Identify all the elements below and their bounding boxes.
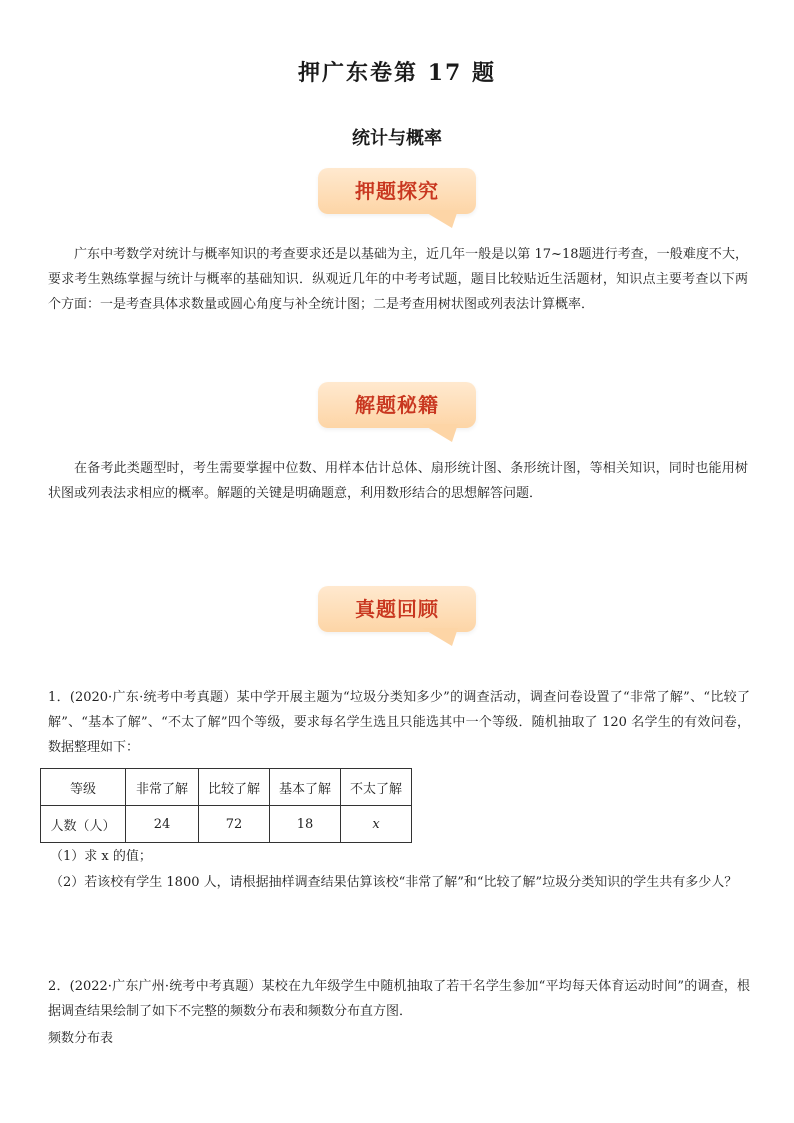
table-cell: 18 xyxy=(270,806,341,843)
speech-tail-icon xyxy=(422,210,458,228)
speech-tail-icon xyxy=(422,424,458,442)
section-badge-review xyxy=(318,586,476,632)
table-header-cell: 比较了解 xyxy=(199,769,270,806)
badge-label: 真题回顾 xyxy=(355,597,439,621)
section-text-explore: 广东中考数学对统计与概率知识的考查要求还是以基础为主，近几年一般是以第 17~18题进行考查，一般难度不大，要求考生熟练掌握与统计与概率的基础知识．纵观近几年的中考考试题，题目比较贴近生活题材，知识点主要考查以下两个方面：一是考查具体求数量或圆心角度与补全统计图；二是考查用树状图或列表法计算概率． xyxy=(48,247,748,312)
table-cell: x xyxy=(341,806,412,843)
badge-label: 解题秘籍 xyxy=(355,393,439,417)
table-row xyxy=(41,806,412,843)
question-2-stem: 2．(2022·广东广州·统考中考真题）某校在九年级学生中随机抽取了若干名学生参加“平均每天体育运动时间”的调查，根据调查结果绘制了如下不完整的频数分布表和频数分布直方图． xyxy=(48,979,750,1019)
page-title: 押广东卷第 17 题 xyxy=(298,60,496,86)
section-badge-tips xyxy=(318,382,476,428)
table-cell: 24 xyxy=(126,806,199,843)
table-header-cell: 不太了解 xyxy=(341,769,412,806)
question-1-stem: 1．(2020·广东·统考中考真题）某中学开展主题为“垃圾分类知多少”的调查活动，调查问卷设置了“非常了解”、“比较了解”、“基本了解”、“不太了解”四个等级，要求每名学生选且只能选其中一个等级．随机抽取了 120 名学生的有效问卷，数据整理如下： xyxy=(48,690,750,755)
page-subtitle: 统计与概率 xyxy=(352,128,442,149)
table-header-row xyxy=(41,769,412,806)
speech-tail-icon xyxy=(422,628,458,646)
table-cell: 人数（人） xyxy=(41,806,126,843)
frequency-table xyxy=(40,768,412,843)
table-header-cell: 等级 xyxy=(41,769,126,806)
table-caption: 频数分布表 xyxy=(48,1031,114,1046)
table-header-cell: 非常了解 xyxy=(126,769,199,806)
section-text-tips: 在备考此类题型时，考生需要掌握中位数、用样本估计总体、扇形统计图、条形统计图，等相关知识，同时也能用树状图或列表法求相应的概率。解题的关键是明确题意，利用数形结合的思想解答问题． xyxy=(48,461,748,501)
table-header-cell: 基本了解 xyxy=(270,769,341,806)
section-badge-explore xyxy=(318,168,476,214)
badge-label: 押题探究 xyxy=(355,179,439,203)
question-1-part-2: （2）若该校有学生 1800 人，请根据抽样调查结果估算该校“非常了解”和“比较了解”垃圾分类知识的学生共有多少人？ xyxy=(50,875,738,890)
table-cell: 72 xyxy=(199,806,270,843)
question-1-part-1: （1）求 x 的值； xyxy=(50,849,152,864)
